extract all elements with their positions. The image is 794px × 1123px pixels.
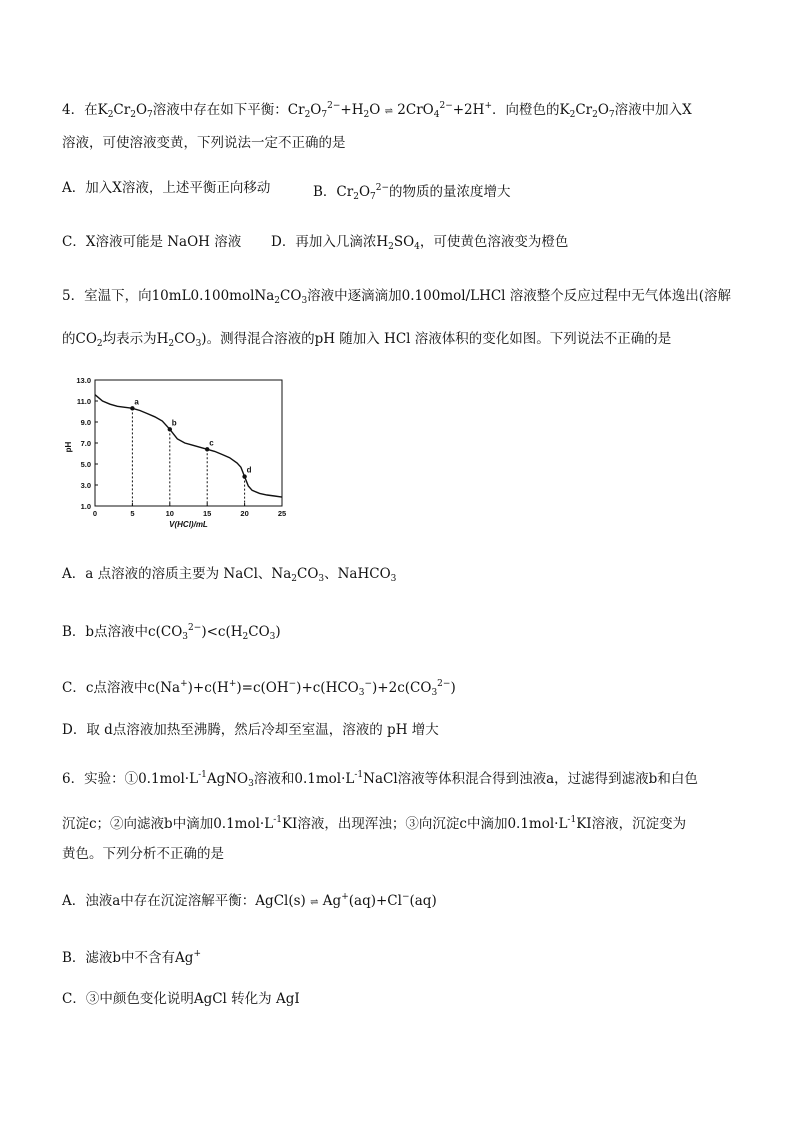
plot-frame (95, 380, 282, 506)
sup: − (401, 892, 410, 902)
equilibrium-arrow: ⇌ (384, 106, 393, 117)
text: )=c(OH (236, 680, 289, 696)
sub: 7 (608, 110, 615, 120)
q6-stem-line2 (62, 811, 686, 833)
sup: − (288, 679, 297, 689)
chart-axes (95, 380, 282, 506)
q6-option-c: C．③中颜色变化说明AgCl 转化为 AgI (62, 991, 300, 1007)
q6-stem-line1 (62, 766, 698, 793)
sub: 3 (358, 688, 365, 698)
y-axis-label: pH (64, 441, 73, 453)
sub: 2 (592, 110, 598, 120)
sup: -1 (354, 770, 364, 780)
text: O (358, 184, 371, 200)
x-tick-label: 0 (92, 509, 98, 518)
text: +2H (452, 102, 485, 118)
text: AgNO (206, 771, 249, 787)
q5-option-c (62, 675, 456, 702)
text: B．Cr (313, 184, 354, 200)
q6-stem-line3: 黄色。下列分析不正确的是 (62, 846, 224, 862)
text: ) (275, 624, 281, 640)
x-axis-label: V(HCl)/mL (169, 520, 208, 529)
text: O (597, 102, 609, 118)
text: O (369, 102, 381, 118)
y-tick-label: 9.0 (80, 418, 91, 427)
text: NaCl溶液等体积混合得到浊液a，过滤得到滤液b和白色 (363, 771, 698, 787)
text: 5．室温下，向10mL0.100molNa (62, 288, 275, 304)
text: O (135, 102, 148, 118)
text: SO (393, 234, 415, 250)
sub: 2 (569, 110, 576, 120)
text: +H (340, 102, 364, 118)
sup: + (193, 949, 202, 959)
text: CO (296, 566, 319, 582)
text: 、NaHCO (324, 566, 391, 582)
text: O (310, 102, 322, 118)
q6-option-b (62, 945, 201, 967)
q5-option-b (62, 619, 281, 646)
y-tick-label: 7.0 (80, 439, 91, 448)
text: Cr (113, 102, 131, 118)
text: )+c(HCO (296, 680, 359, 696)
text: KI溶液，沉淀变为 (576, 816, 687, 832)
sub: 2 (353, 192, 359, 202)
x-tick-label: 15 (203, 509, 212, 518)
sup: + (180, 679, 188, 689)
text: )+c(H (187, 680, 229, 696)
sub: 4 (433, 110, 440, 120)
sub: 2 (274, 296, 281, 306)
sub: 2 (107, 110, 114, 120)
sub: 2 (291, 574, 297, 584)
sub: 2 (363, 110, 370, 120)
text: 均表示为H (102, 331, 169, 347)
sub: 3 (248, 779, 254, 789)
text: D．再加入几滴浓H (271, 234, 389, 250)
q5-option-a (62, 565, 396, 588)
text: B．b点溶液中c(CO (62, 624, 183, 640)
text: A．a 点溶液的溶质主要为 NaCl、Na (62, 566, 292, 582)
chart-ticks (76, 376, 286, 518)
q5-stem-line2 (62, 330, 671, 353)
text: 溶液中加入X (614, 102, 692, 118)
y-tick-label: 1.0 (80, 502, 91, 511)
x-tick-label: 5 (130, 509, 135, 518)
text: 溶液和0.1mol·L (253, 771, 355, 787)
text: Cr (575, 102, 593, 118)
ph-titration-chart (60, 370, 300, 530)
data-point-a (130, 406, 134, 410)
sup: 2− (437, 679, 451, 689)
q4-option-b (313, 179, 511, 206)
text: 沉淀c；②向滤液b中滴加0.1mol·L (62, 816, 274, 832)
sub: 3 (269, 632, 276, 642)
sup: -1 (198, 770, 207, 780)
text: ) (450, 680, 456, 696)
text: KI溶液，出现浑浊；③向沉淀c中滴加0.1mol·L (281, 816, 568, 832)
text: 溶液中逐滴滴加0.100mol/LHCl 溶液整个反应过程中无气体逸出(溶解 (307, 288, 732, 304)
q5-stem-line1 (62, 287, 731, 310)
data-point-d (242, 474, 246, 478)
text: )<c(H (201, 624, 243, 640)
q4-stem-line1 (62, 97, 692, 124)
text: Ag (322, 893, 342, 909)
text: 的CO (62, 331, 97, 347)
text: (aq)+Cl (348, 893, 402, 909)
text: 溶液中存在如下平衡：Cr (152, 102, 305, 118)
sub: 2 (168, 339, 175, 349)
text: 2CrO (397, 102, 434, 118)
text: A．浊液a中存在沉淀溶解平衡：AgCl(s) (62, 893, 306, 909)
ph-curve (95, 395, 282, 497)
sup: 2− (375, 183, 390, 193)
text: CO (174, 331, 196, 347)
sup: -1 (567, 815, 577, 825)
data-point-b (168, 427, 172, 431)
point-label-b: b (171, 418, 177, 428)
text: ．向橙色的K (491, 102, 570, 118)
sup: + (484, 101, 492, 111)
sub: 2 (242, 632, 249, 642)
sub: 2 (388, 242, 394, 252)
sup: -1 (273, 815, 282, 825)
text: 的物质的量浓度增大 (389, 184, 511, 200)
q5-option-d: D．取 d点溶液加热至沸腾，然后冷却至室温，溶液的 pH 增大 (62, 722, 439, 738)
data-point-c (205, 447, 209, 451)
q4-option-a: A．加入X溶液，上述平衡正向移动 (62, 180, 271, 196)
sup: + (341, 892, 349, 902)
x-tick-label: 20 (240, 509, 249, 518)
sub: 2 (304, 110, 311, 120)
sub: 2 (96, 339, 103, 349)
sub: 3 (182, 632, 189, 642)
text: ，可使黄色溶液变为橙色 (419, 234, 569, 250)
q4-option-c: C．X溶液可能是 NaOH 溶液 (62, 234, 242, 250)
sub: 3 (195, 339, 202, 349)
text: )。测得混合溶液的pH 随加入 HCl 溶液体积的变化如图。下列说法不正确的是 (201, 331, 672, 347)
y-tick-label: 13.0 (76, 376, 91, 385)
text: C．c点溶液中c(Na (62, 680, 181, 696)
sup: − (364, 679, 373, 689)
sub: 3 (301, 296, 308, 306)
sup: 2− (439, 101, 453, 111)
q4-option-d (271, 233, 568, 256)
text: CO (248, 624, 270, 640)
x-tick-label: 25 (277, 509, 287, 518)
equilibrium-arrow: ⇌ (310, 897, 319, 908)
point-label-d: d (246, 465, 252, 475)
q6-option-a (62, 888, 437, 912)
text: (aq) (409, 893, 437, 909)
text: B．滤液b中不含有Ag (62, 950, 194, 966)
sub: 2 (130, 110, 136, 120)
sub: 7 (147, 110, 153, 120)
text: 4．在K (62, 102, 108, 118)
sub: 4 (414, 242, 420, 252)
text: 6．实验：①0.1mol·L (62, 771, 199, 787)
y-tick-label: 3.0 (80, 481, 91, 490)
point-label-a: a (134, 397, 139, 407)
sup: + (228, 679, 237, 689)
y-tick-label: 5.0 (80, 460, 91, 469)
sub: 3 (431, 688, 438, 698)
text: CO (280, 288, 302, 304)
text: )+2c(CO (372, 680, 432, 696)
y-tick-label: 11.0 (76, 397, 91, 406)
sup: 2− (188, 623, 202, 633)
point-label-c: c (209, 438, 214, 448)
sup: 2− (327, 101, 341, 111)
sub: 7 (321, 110, 328, 120)
q4-stem-line2: 溶液，可使溶液变黄，下列说法一定不正确的是 (62, 135, 346, 151)
sub: 7 (370, 192, 376, 202)
sub: 3 (390, 574, 397, 584)
sub: 3 (318, 574, 325, 584)
x-tick-label: 10 (165, 509, 174, 518)
